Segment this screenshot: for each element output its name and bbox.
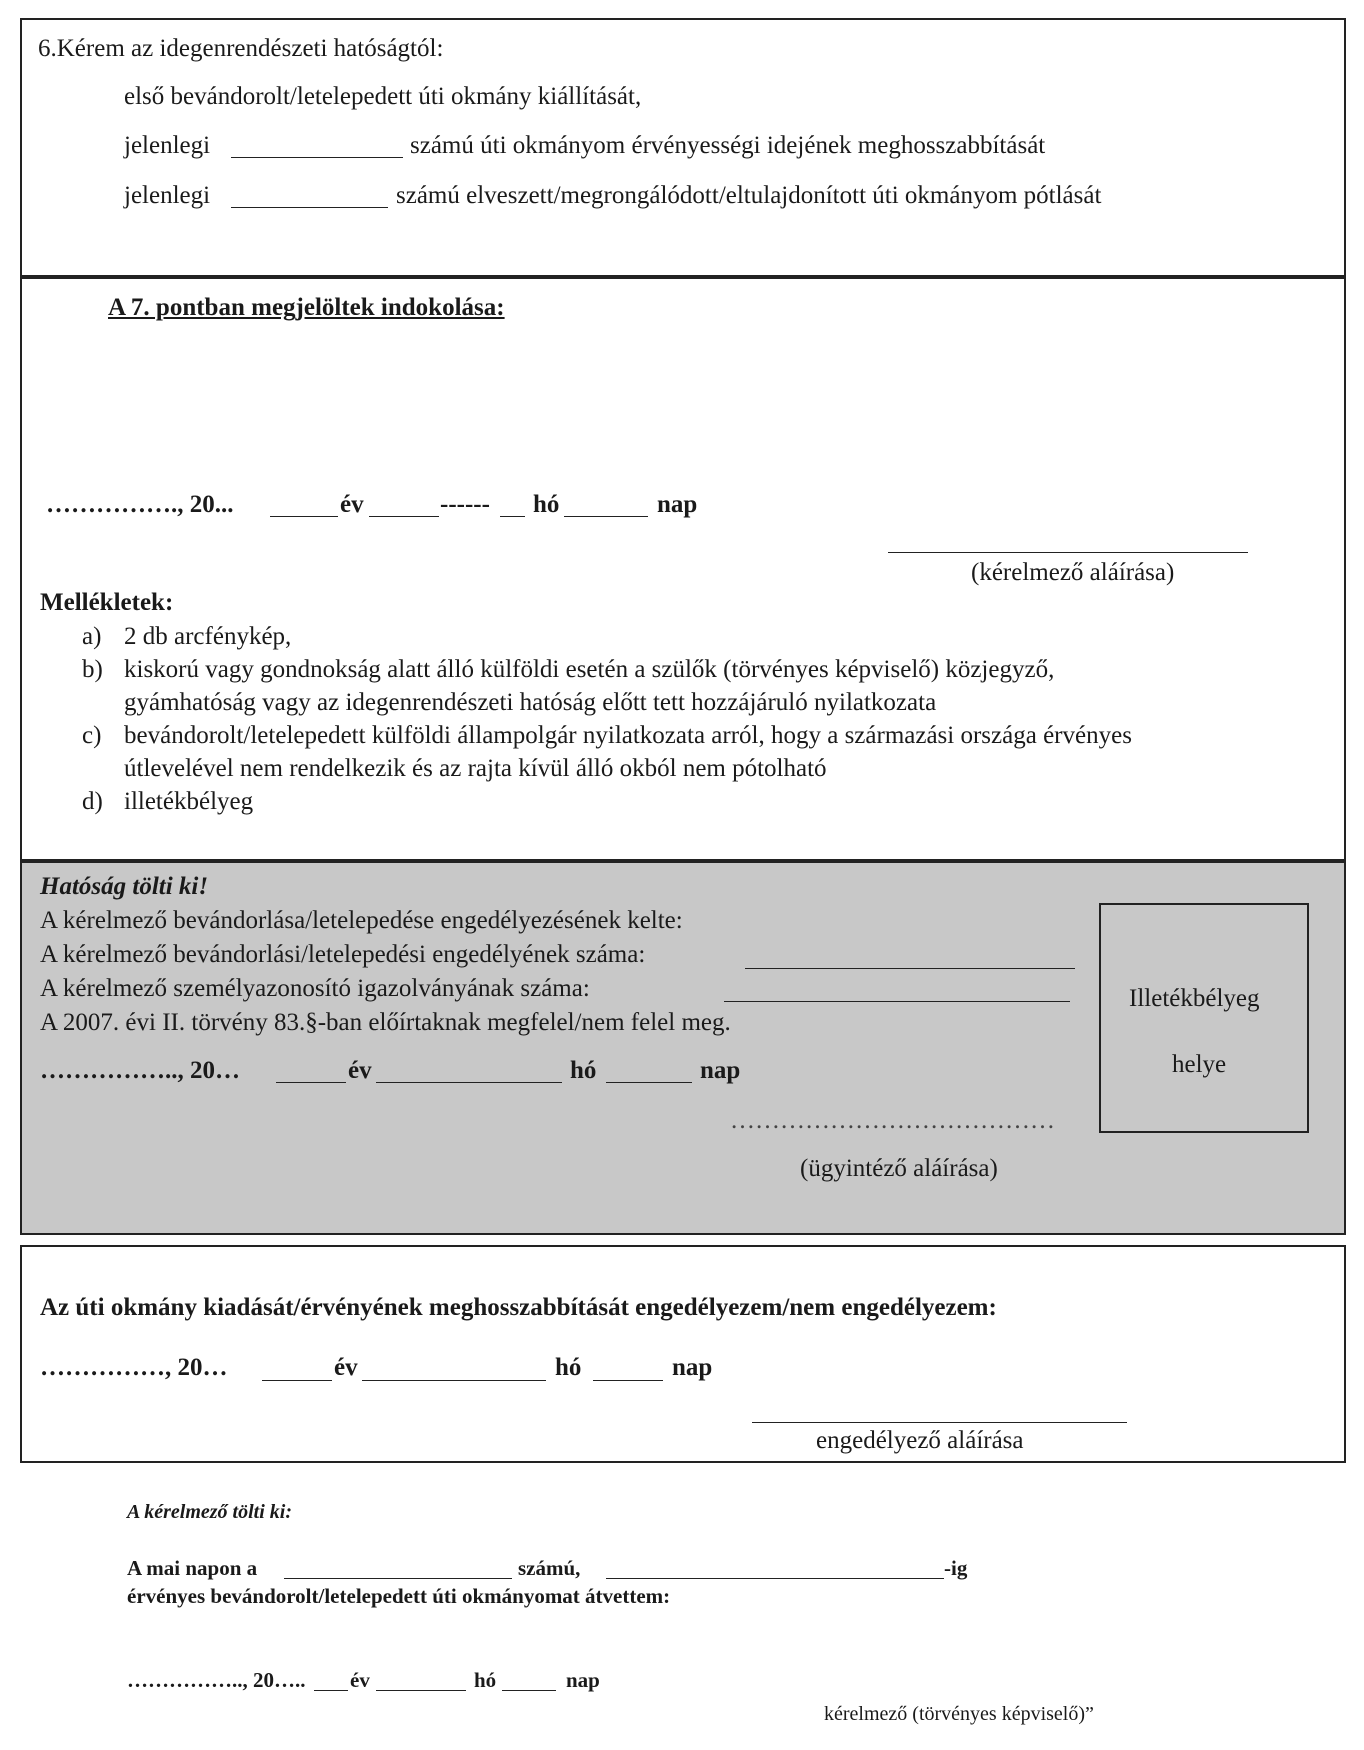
approver-signature-label: engedélyező aláírása (816, 1427, 1024, 1454)
attachment-text: bevándorolt/letelepedett külföldi állampolgár nyilatkozata arról, hogy a származási országa érvényes (124, 722, 1132, 749)
label-ho: hó (533, 491, 560, 518)
year-field[interactable] (270, 516, 338, 517)
approval-day-field[interactable] (593, 1380, 663, 1381)
attachment-text: gyámhatóság vagy az idegenrendészeti hatóság előtt tett hozzájáruló nyilatkozata (124, 689, 937, 716)
stamp-label-line2: helye (1172, 1051, 1227, 1078)
label-ev: év (340, 491, 364, 518)
authority-label-ho: hó (570, 1057, 597, 1084)
receipt-line-szamu: számú, (518, 1556, 581, 1580)
permit-number-field[interactable] (745, 968, 1075, 969)
approver-signature-line[interactable] (752, 1422, 1127, 1423)
attachment-letter: a) (82, 623, 102, 650)
approval-heading: Az úti okmány kiadását/érvényének meghosszabbítását engedélyezem/nem engedélyezem: (40, 1294, 997, 1321)
authority-label-nap: nap (700, 1057, 741, 1084)
receipt-document-number-field[interactable] (284, 1578, 512, 1579)
authority-line-permit-number: A kérelmező bevándorlási/letelepedési engedélyének száma: (40, 941, 646, 968)
approval-date-dots: ……………, 20… (40, 1354, 228, 1381)
receipt-line-2: érvényes bevándorolt/letelepedett úti okmányomat átvettem: (127, 1584, 671, 1608)
attachment-letter: d) (82, 788, 103, 815)
stamp-label-line1: Illetékbélyeg (1129, 985, 1260, 1012)
authority-line-permit-date: A kérelmező bevándorlása/letelepedése engedélyezésének kelte: (40, 907, 683, 934)
approval-month-field[interactable] (362, 1380, 546, 1381)
receipt-year-field[interactable] (314, 1690, 348, 1691)
attachment-text: útlevelével nem rendelkezik és az rajta kívül álló okból nem pótolható (124, 755, 827, 782)
receipt-day-field[interactable] (502, 1690, 556, 1691)
receipt-label-ev: év (350, 1668, 370, 1692)
month-field-2[interactable] (500, 516, 525, 517)
section-6-item-replacement-prefix: jelenlegi (124, 182, 211, 209)
authority-line-law: A 2007. évi II. törvény 83.§-ban előírtaknak megfelel/nem felel meg. (40, 1009, 731, 1036)
approval-label-nap: nap (672, 1354, 713, 1381)
month-field[interactable] (369, 516, 439, 517)
lost-document-number-field[interactable] (231, 207, 388, 208)
attachment-letter: c) (82, 722, 102, 749)
receipt-valid-until-field[interactable] (606, 1578, 944, 1579)
section-6-item-replacement-suffix: számú elveszett/megrongálódott/eltulajdonított úti okmányom pótlását (396, 182, 1102, 209)
section-6-title: 6.Kérem az idegenrendészeti hatóságtól: (38, 35, 444, 62)
attachment-letter: b) (82, 656, 103, 683)
receipt-line-start: A mai napon a (127, 1556, 258, 1580)
day-field[interactable] (564, 516, 648, 517)
section-6-item-first-issue: első bevándorolt/letelepedett úti okmány kiállítását, (124, 83, 642, 110)
authority-year-field[interactable] (276, 1082, 346, 1083)
applicant-signature-line[interactable] (888, 552, 1248, 553)
authority-month-field[interactable] (376, 1082, 562, 1083)
dashes: ------ (440, 491, 490, 518)
section-7-heading: A 7. pontban megjelöltek indokolása: (108, 294, 505, 321)
authority-heading: Hatóság tölti ki! (40, 873, 209, 900)
approval-label-ho: hó (555, 1354, 582, 1381)
officer-signature-dots[interactable]: ………………………………… (730, 1107, 1055, 1134)
receipt-signature-label: kérelmező (törvényes képviselő)” (824, 1703, 1094, 1725)
attachment-text: 2 db arcfénykép, (124, 623, 292, 650)
stamp-placeholder-box (1099, 903, 1309, 1133)
applicant-signature-label: (kérelmező aláírása) (971, 559, 1175, 586)
approval-year-field[interactable] (262, 1380, 332, 1381)
label-nap: nap (657, 491, 698, 518)
receipt-date-dots: …………….., 20….. (127, 1668, 306, 1692)
receipt-line-ig: -ig (944, 1556, 968, 1580)
receipt-label-nap: nap (566, 1668, 600, 1692)
officer-signature-label: (ügyintéző aláírása) (800, 1155, 998, 1182)
attachment-text: kiskorú vagy gondnokság alatt álló külföldi esetén a szülők (törvényes képviselő) közjegyző, (124, 656, 1055, 683)
authority-label-ev: év (348, 1057, 372, 1084)
authority-date-dots: …………….., 20… (40, 1057, 240, 1084)
section-6-item-extension-prefix: jelenlegi (124, 132, 211, 159)
id-number-field[interactable] (724, 1001, 1070, 1002)
authority-day-field[interactable] (606, 1082, 692, 1083)
receipt-label-ho: hó (474, 1668, 497, 1692)
receipt-month-field[interactable] (376, 1690, 466, 1691)
attachment-text: illetékbélyeg (124, 788, 254, 815)
authority-line-id-number: A kérelmező személyazonosító igazolványának száma: (40, 975, 590, 1002)
applicant-heading: A kérelmező tölti ki: (127, 1501, 292, 1523)
approval-label-ev: év (334, 1354, 358, 1381)
date-place-dots: ……………., 20... (46, 491, 234, 518)
document-number-field[interactable] (231, 157, 403, 158)
attachments-title: Mellékletek: (40, 589, 174, 616)
section-6-item-extension-suffix: számú úti okmányom érvényességi idejének meghosszabbítását (410, 132, 1046, 159)
